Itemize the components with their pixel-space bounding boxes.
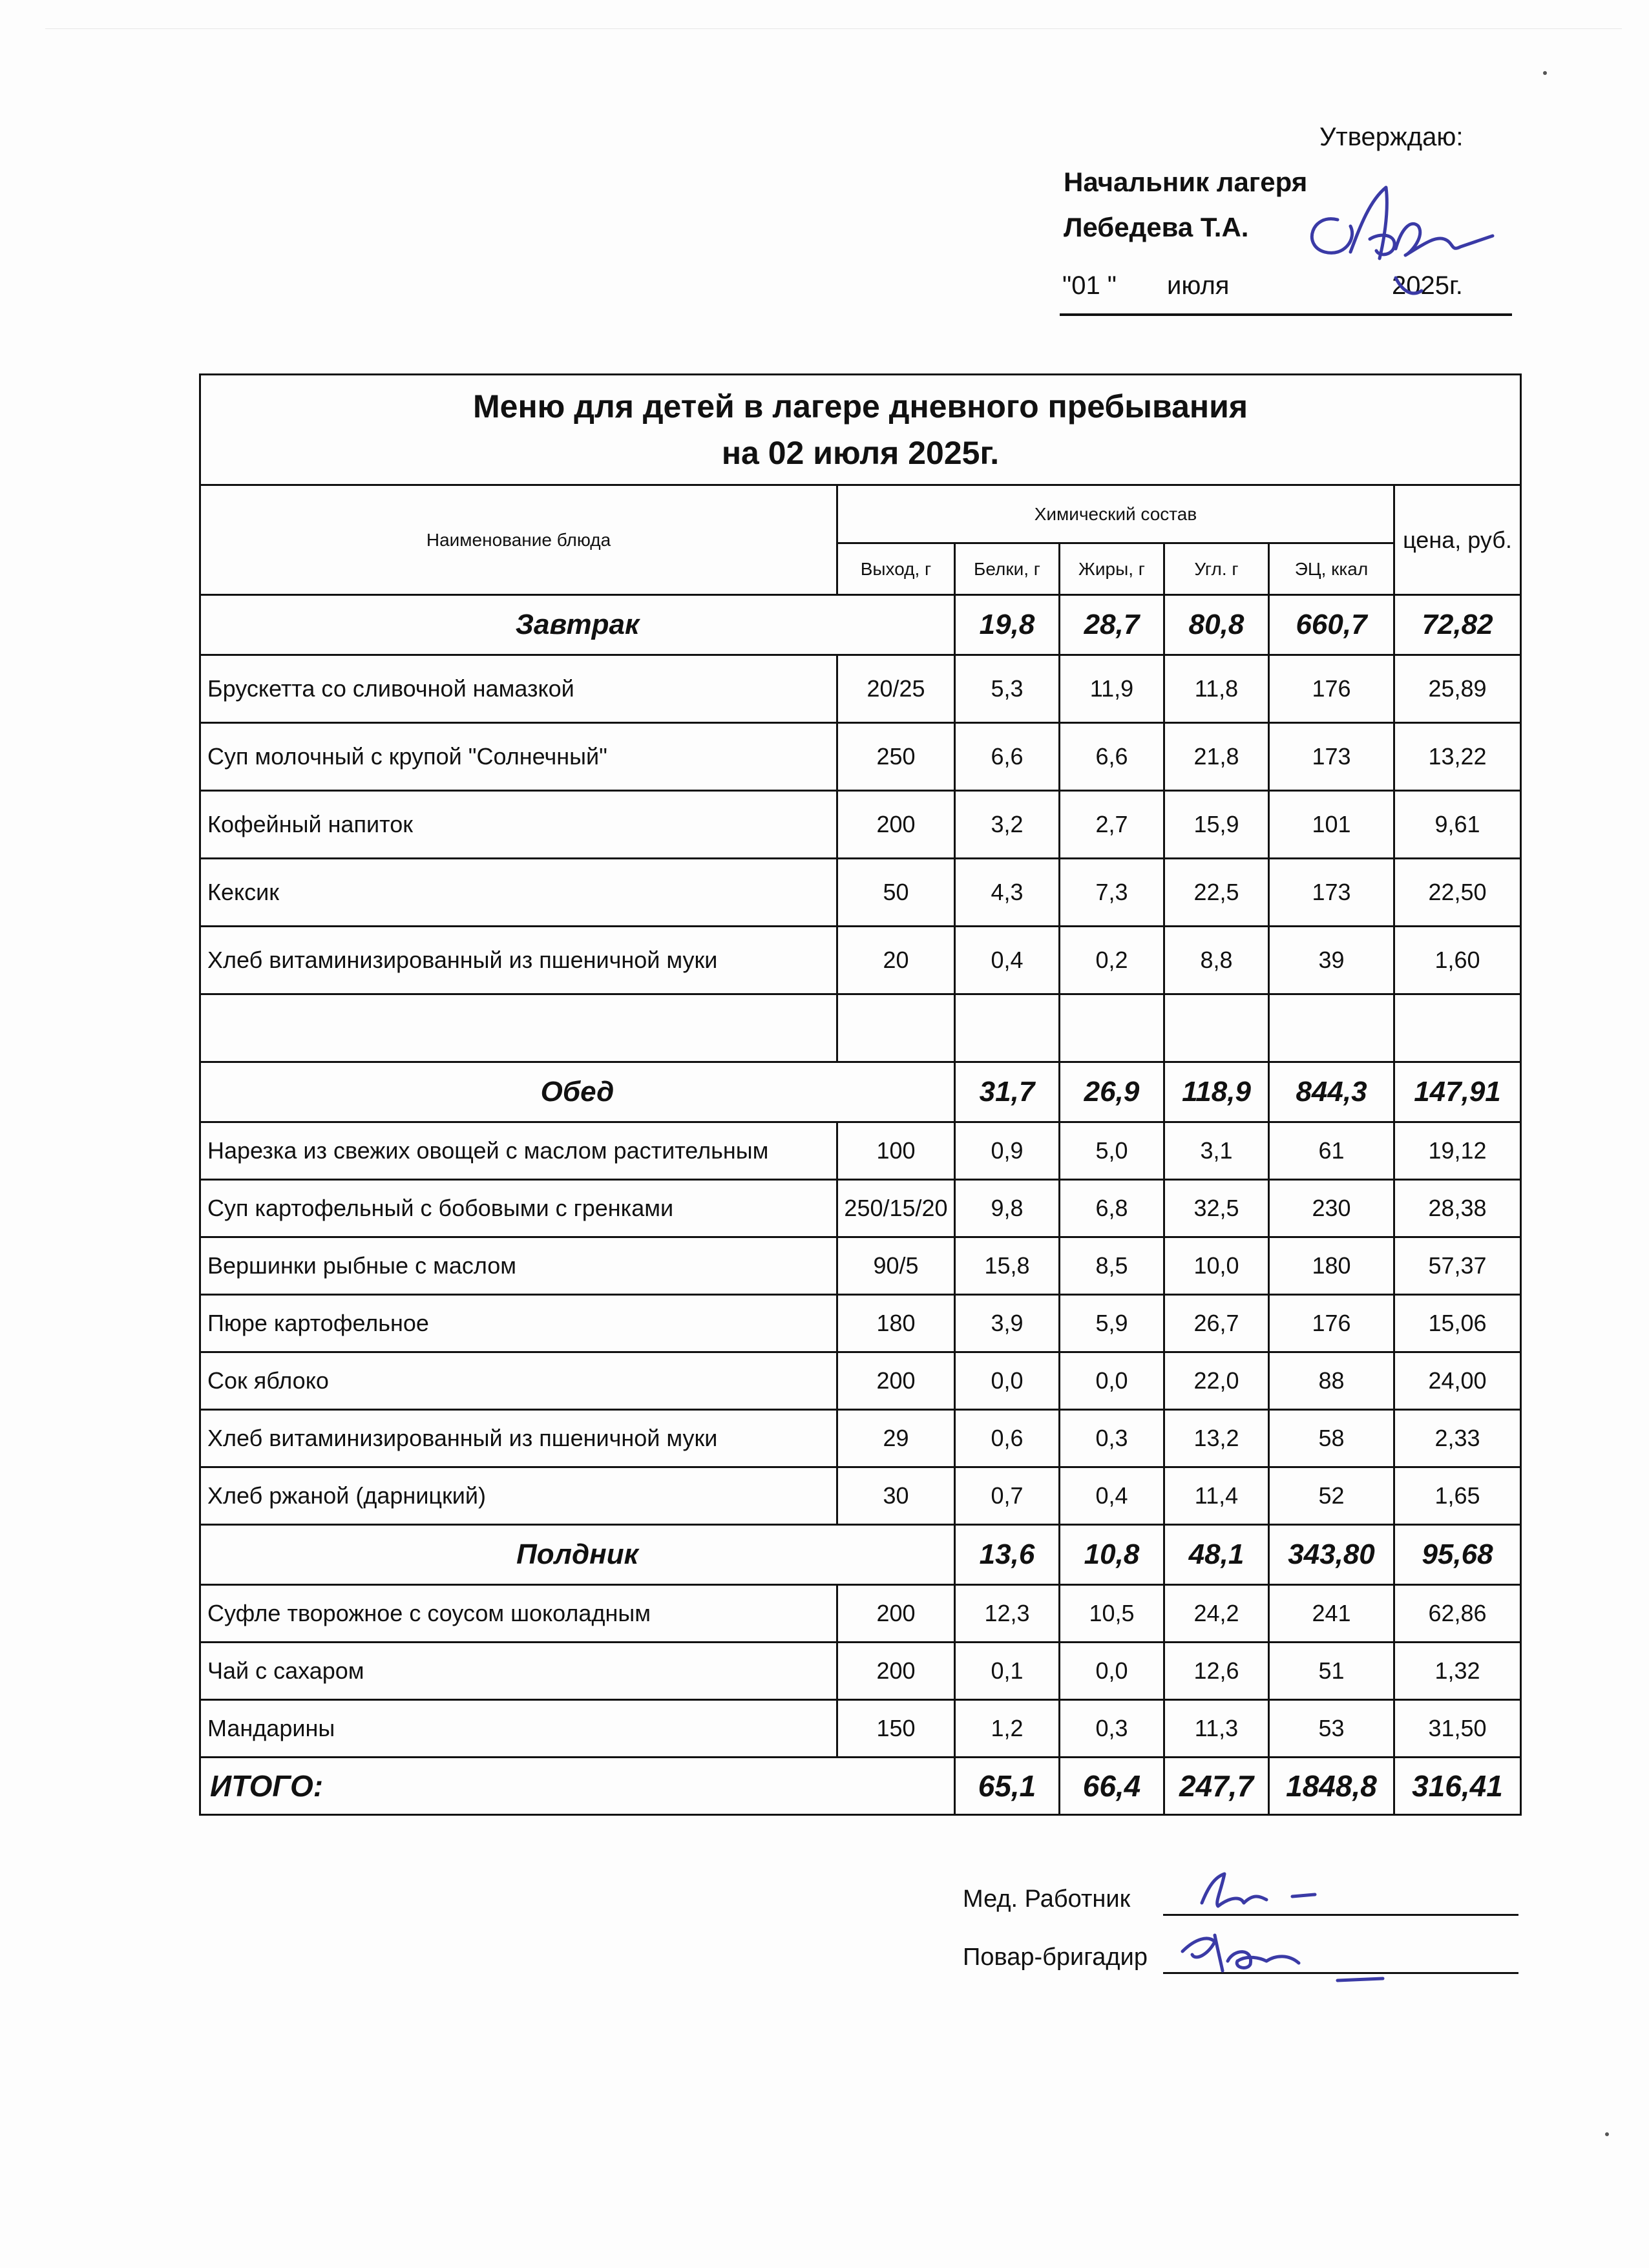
dish-protein: 4,3	[955, 859, 1060, 927]
table-row	[200, 1295, 1521, 1352]
dish-energy: 180	[1269, 1237, 1394, 1295]
dish-name: Суфле творожное с соусом шоколадным	[200, 1585, 837, 1643]
dish-yield: 29	[837, 1410, 955, 1467]
dish-price: 24,00	[1394, 1352, 1521, 1410]
header-energy: ЭЦ, ккал	[1269, 543, 1394, 595]
dish-price: 28,38	[1394, 1180, 1521, 1237]
approval-rule	[1060, 313, 1512, 316]
menu-title-line2: на 02 июля 2025г.	[721, 435, 1000, 471]
dish-fat: 0,3	[1060, 1410, 1164, 1467]
scan-speck	[1605, 2132, 1609, 2136]
dish-yield: 200	[837, 1585, 955, 1643]
dish-carbs: 13,2	[1164, 1410, 1269, 1467]
dish-price: 31,50	[1394, 1700, 1521, 1758]
dish-protein: 6,6	[955, 723, 1060, 791]
header-protein: Белки, г	[955, 543, 1060, 595]
section-row-snack	[200, 1525, 1521, 1585]
dish-name: Хлеб ржаной (дарницкий)	[200, 1467, 837, 1525]
dish-energy: 39	[1269, 927, 1394, 994]
table-row	[200, 1585, 1521, 1643]
table-row	[200, 655, 1521, 723]
total-protein: 65,1	[955, 1758, 1060, 1815]
scan-edge-line	[45, 28, 1622, 29]
menu-table	[199, 373, 1522, 1816]
dish-protein: 0,0	[955, 1352, 1060, 1410]
dish-protein: 15,8	[955, 1237, 1060, 1295]
dish-fat: 7,3	[1060, 859, 1164, 927]
dish-yield: 180	[837, 1295, 955, 1352]
dish-carbs: 11,4	[1164, 1467, 1269, 1525]
dish-price: 19,12	[1394, 1122, 1521, 1180]
header-chem: Химический состав	[837, 485, 1394, 543]
dish-fat: 5,0	[1060, 1122, 1164, 1180]
menu-title-line1: Меню для детей в лагере дневного пребывания	[473, 388, 1248, 425]
dish-name: Пюре картофельное	[200, 1295, 837, 1352]
dish-name: Суп молочный с крупой "Солнечный"	[200, 723, 837, 791]
section-fat: 28,7	[1060, 595, 1164, 655]
dish-price: 62,86	[1394, 1585, 1521, 1643]
dish-fat: 5,9	[1060, 1295, 1164, 1352]
dish-fat: 0,0	[1060, 1643, 1164, 1700]
dish-price: 25,89	[1394, 655, 1521, 723]
dish-carbs: 24,2	[1164, 1585, 1269, 1643]
dish-fat: 0,0	[1060, 1352, 1164, 1410]
dish-energy: 176	[1269, 655, 1394, 723]
dish-yield: 250/15/20	[837, 1180, 955, 1237]
section-energy: 844,3	[1269, 1062, 1394, 1122]
section-price: 95,68	[1394, 1525, 1521, 1585]
dish-carbs: 11,8	[1164, 655, 1269, 723]
dish-fat: 6,6	[1060, 723, 1164, 791]
table-row	[200, 1180, 1521, 1237]
dish-carbs: 22,5	[1164, 859, 1269, 927]
table-row	[200, 927, 1521, 994]
dish-energy: 88	[1269, 1352, 1394, 1410]
dish-yield: 20/25	[837, 655, 955, 723]
section-name: Обед	[200, 1062, 955, 1122]
dish-carbs: 11,3	[1164, 1700, 1269, 1758]
dish-yield: 150	[837, 1700, 955, 1758]
dish-protein: 0,9	[955, 1122, 1060, 1180]
section-energy: 343,80	[1269, 1525, 1394, 1585]
dish-fat: 0,4	[1060, 1467, 1164, 1525]
dish-protein: 3,2	[955, 791, 1060, 859]
menu-title	[200, 375, 1521, 485]
table-row	[200, 859, 1521, 927]
approval-day: "01 "	[1062, 271, 1117, 300]
dish-yield: 50	[837, 859, 955, 927]
dish-carbs: 32,5	[1164, 1180, 1269, 1237]
section-fat: 10,8	[1060, 1525, 1164, 1585]
dish-carbs: 21,8	[1164, 723, 1269, 791]
dish-protein: 0,4	[955, 927, 1060, 994]
dish-energy: 61	[1269, 1122, 1394, 1180]
header-carbs: Угл. г	[1164, 543, 1269, 595]
dish-protein: 5,3	[955, 655, 1060, 723]
dish-fat: 0,2	[1060, 927, 1164, 994]
dish-protein: 0,1	[955, 1643, 1060, 1700]
dish-energy: 241	[1269, 1585, 1394, 1643]
dish-name: Кексик	[200, 859, 837, 927]
section-name: Завтрак	[200, 595, 955, 655]
dish-name: Суп картофельный с бобовыми с гренками	[200, 1180, 837, 1237]
section-protein: 13,6	[955, 1525, 1060, 1585]
dish-carbs: 10,0	[1164, 1237, 1269, 1295]
table-row	[200, 1352, 1521, 1410]
dish-name: Чай с сахаром	[200, 1643, 837, 1700]
dish-price: 22,50	[1394, 859, 1521, 927]
header-yield: Выход, г	[837, 543, 955, 595]
dish-energy: 173	[1269, 859, 1394, 927]
dish-energy: 58	[1269, 1410, 1394, 1467]
total-carbs: 247,7	[1164, 1758, 1269, 1815]
section-price: 72,82	[1394, 595, 1521, 655]
approver-position: Начальник лагеря	[1064, 167, 1308, 197]
dish-fat: 2,7	[1060, 791, 1164, 859]
dish-price: 2,33	[1394, 1410, 1521, 1467]
dish-name: Мандарины	[200, 1700, 837, 1758]
header-dish: Наименование блюда	[200, 485, 837, 595]
dish-carbs: 22,0	[1164, 1352, 1269, 1410]
section-price: 147,91	[1394, 1062, 1521, 1122]
dish-fat: 8,5	[1060, 1237, 1164, 1295]
dish-price: 57,37	[1394, 1237, 1521, 1295]
medic-label: Мед. Работник	[963, 1885, 1131, 1913]
section-carbs: 118,9	[1164, 1062, 1269, 1122]
table-row	[200, 723, 1521, 791]
dish-protein: 1,2	[955, 1700, 1060, 1758]
dish-yield: 250	[837, 723, 955, 791]
section-row-breakfast	[200, 595, 1521, 655]
dish-energy: 52	[1269, 1467, 1394, 1525]
section-fat: 26,9	[1060, 1062, 1164, 1122]
approve-word: Утверждаю:	[1319, 123, 1464, 151]
dish-protein: 0,6	[955, 1410, 1060, 1467]
section-carbs: 80,8	[1164, 595, 1269, 655]
dish-yield: 20	[837, 927, 955, 994]
dish-price: 9,61	[1394, 791, 1521, 859]
dish-protein: 9,8	[955, 1180, 1060, 1237]
dish-name: Сок яблоко	[200, 1352, 837, 1410]
dish-name: Вершинки рыбные с маслом	[200, 1237, 837, 1295]
dish-name: Хлеб витаминизированный из пшеничной муки	[200, 927, 837, 994]
director-signature-icon	[1299, 174, 1506, 304]
approval-month: июля	[1167, 271, 1230, 300]
table-row	[200, 1467, 1521, 1525]
dish-carbs: 15,9	[1164, 791, 1269, 859]
section-name: Полдник	[200, 1525, 955, 1585]
dish-yield: 100	[837, 1122, 955, 1180]
dish-yield: 30	[837, 1467, 955, 1525]
dish-fat: 0,3	[1060, 1700, 1164, 1758]
medic-signature-icon	[1195, 1867, 1325, 1919]
table-row	[200, 1237, 1521, 1295]
total-label: ИТОГО:	[200, 1758, 955, 1815]
blank-row	[200, 994, 1521, 1062]
section-energy: 660,7	[1269, 595, 1394, 655]
dish-fat: 11,9	[1060, 655, 1164, 723]
dish-energy: 53	[1269, 1700, 1394, 1758]
dish-price: 1,60	[1394, 927, 1521, 994]
dish-price: 15,06	[1394, 1295, 1521, 1352]
dish-energy: 230	[1269, 1180, 1394, 1237]
approver-name: Лебедева Т.А.	[1064, 212, 1249, 242]
dish-protein: 0,7	[955, 1467, 1060, 1525]
dish-price: 1,65	[1394, 1467, 1521, 1525]
dish-price: 13,22	[1394, 723, 1521, 791]
dish-name: Кофейный напиток	[200, 791, 837, 859]
dish-carbs: 3,1	[1164, 1122, 1269, 1180]
scan-speck	[1543, 71, 1547, 75]
dish-energy: 173	[1269, 723, 1394, 791]
approval-year: 2025г.	[1392, 271, 1463, 300]
header-price: цена, руб.	[1394, 485, 1521, 595]
cook-label: Повар-бригадир	[963, 1944, 1148, 1971]
dish-carbs: 8,8	[1164, 927, 1269, 994]
section-row-lunch	[200, 1062, 1521, 1122]
dish-energy: 101	[1269, 791, 1394, 859]
dish-yield: 200	[837, 1352, 955, 1410]
total-fat: 66,4	[1060, 1758, 1164, 1815]
section-protein: 31,7	[955, 1062, 1060, 1122]
dish-protein: 3,9	[955, 1295, 1060, 1352]
table-row	[200, 1700, 1521, 1758]
dish-yield: 200	[837, 791, 955, 859]
dish-name: Хлеб витаминизированный из пшеничной муки	[200, 1410, 837, 1467]
total-row	[200, 1758, 1521, 1815]
cook-signature-icon	[1170, 1926, 1389, 1984]
table-row	[200, 1122, 1521, 1180]
section-carbs: 48,1	[1164, 1525, 1269, 1585]
dish-carbs: 26,7	[1164, 1295, 1269, 1352]
table-row	[200, 1410, 1521, 1467]
dish-protein: 12,3	[955, 1585, 1060, 1643]
table-row	[200, 791, 1521, 859]
dish-energy: 176	[1269, 1295, 1394, 1352]
table-row	[200, 1643, 1521, 1700]
header-fat: Жиры, г	[1060, 543, 1164, 595]
dish-energy: 51	[1269, 1643, 1394, 1700]
dish-yield: 90/5	[837, 1237, 955, 1295]
total-price: 316,41	[1394, 1758, 1521, 1815]
total-energy: 1848,8	[1269, 1758, 1394, 1815]
dish-name: Брускетта со сливочной намазкой	[200, 655, 837, 723]
dish-fat: 6,8	[1060, 1180, 1164, 1237]
dish-fat: 10,5	[1060, 1585, 1164, 1643]
dish-carbs: 12,6	[1164, 1643, 1269, 1700]
section-protein: 19,8	[955, 595, 1060, 655]
dish-price: 1,32	[1394, 1643, 1521, 1700]
dish-name: Нарезка из свежих овощей с маслом растительным	[200, 1122, 837, 1180]
dish-yield: 200	[837, 1643, 955, 1700]
